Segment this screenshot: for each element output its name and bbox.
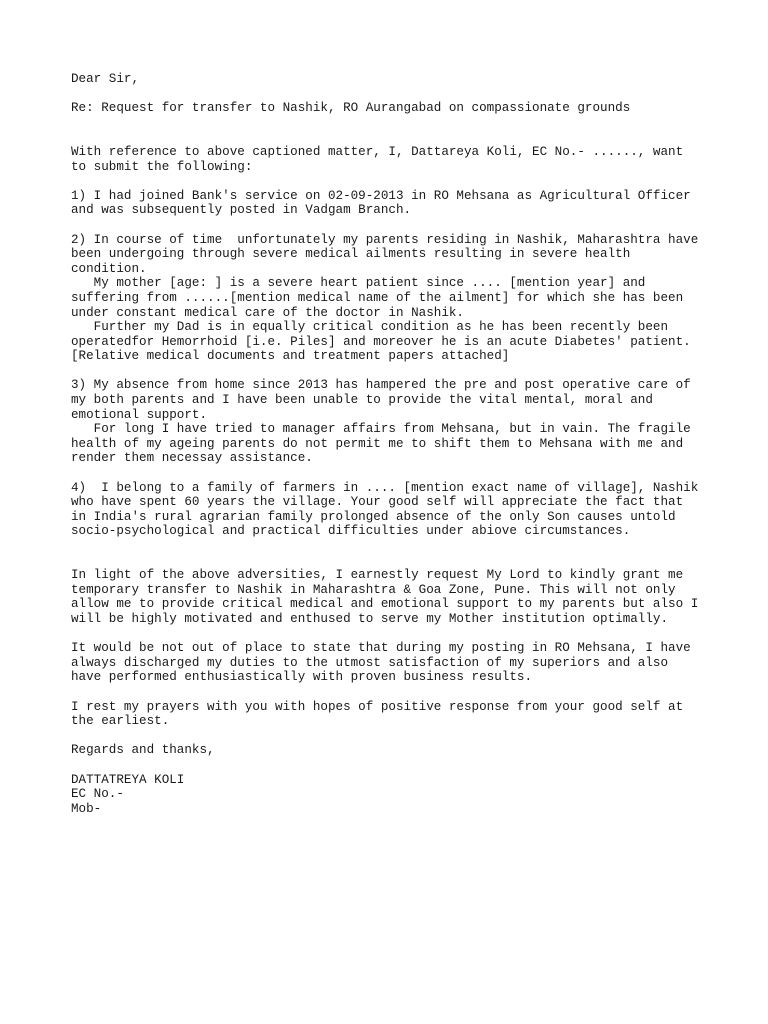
paragraph-4 <box>71 481 731 539</box>
salutation: Dear Sir, <box>71 72 140 86</box>
signature-mobile: Mob- <box>71 801 102 816</box>
paragraph-line: always discharged my duties to the utmost satisfaction of my superiors and also <box>71 655 669 670</box>
paragraph-line: I rest my prayers with you with hopes of positive response from your good self at <box>71 699 684 714</box>
paragraph-line: the earliest. <box>71 714 170 729</box>
paragraph-2 <box>71 233 731 364</box>
paragraph-line: For long I have tried to manager affairs from Mehsana, but in vain. The fragile <box>71 422 691 437</box>
paragraph-line: It would be not out of place to state that during my posting in RO Mehsana, I have <box>71 641 691 656</box>
paragraph-3 <box>71 378 731 466</box>
subject-line: Re: Request for transfer to Nashik, RO Aurangabad on compassionate grounds <box>71 101 631 116</box>
paragraph-line: in India's rural agrarian family prolonged absence of the only Son causes untold <box>71 509 676 524</box>
paragraph-line: my both parents and I have been unable to provide the vital mental, moral and <box>71 393 653 408</box>
paragraph-line: and was subsequently posted in Vadgam Branch. <box>71 203 412 218</box>
paragraph-line: emotional support. <box>71 407 208 422</box>
request-paragraph <box>71 568 731 626</box>
record-paragraph <box>71 641 731 685</box>
signature-name: DATTATREYA KOLI <box>71 772 185 787</box>
paragraph-line: 1) I had joined Bank's service on 02-09-2013 in RO Mehsana as Agricultural Officer <box>71 188 691 203</box>
paragraph-line: In light of the above adversities, I earnestly request My Lord to kindly grant me <box>71 568 684 583</box>
paragraph-line: [Relative medical documents and treatment papers attached] <box>71 349 510 364</box>
paragraph-1 <box>71 189 731 218</box>
paragraph-line: My mother [age: ] is a severe heart patient since .... [mention year] and <box>71 276 646 291</box>
paragraph-line: have performed enthusiastically with proven business results. <box>71 670 533 685</box>
paragraph-line: to submit the following: <box>71 159 253 174</box>
paragraph-line: 4) I belong to a family of farmers in .... [mention exact name of village], Nashik <box>71 480 699 495</box>
paragraph-line: condition. <box>71 261 147 276</box>
paragraph-line: allow me to provide critical medical and emotional support to my parents but also I <box>71 597 699 612</box>
paragraph-line: 3) My absence from home since 2013 has hampered the pre and post operative care of <box>71 378 691 393</box>
paragraph-line: socio-psychological and practical difficulties under abiove circumstances. <box>71 524 631 539</box>
paragraph-line: operatedfor Hemorrhoid [i.e. Piles] and moreover he is an acute Diabetes' patient. <box>71 334 691 349</box>
paragraph-line: health of my ageing parents do not permit me to shift them to Mehsana with me and <box>71 436 684 451</box>
intro-paragraph <box>71 145 731 174</box>
paragraph-line: will be highly motivated and enthused to serve my Mother institution optimally. <box>71 611 669 626</box>
paragraph-line: who have spent 60 years the village. Your good self will appreciate the fact that <box>71 495 684 510</box>
closing: Regards and thanks, <box>71 743 215 758</box>
paragraph-line: Further my Dad is in equally critical condition as he has been recently been <box>71 320 669 335</box>
paragraph-line: under constant medical care of the doctor in Nashik. <box>71 305 464 320</box>
signature-ec-number: EC No.- <box>71 787 124 802</box>
letter-page <box>71 72 731 816</box>
paragraph-line: been undergoing through severe medical ailments resulting in severe health <box>71 247 631 262</box>
paragraph-line: render them necessay assistance. <box>71 451 313 466</box>
paragraph-line: 2) In course of time unfortunately my parents residing in Nashik, Maharashtra have <box>71 232 699 247</box>
prayer-paragraph <box>71 700 731 729</box>
paragraph-line: suffering from ......[mention medical name of the ailment] for which she has been <box>71 290 684 305</box>
paragraph-line: With reference to above captioned matter, I, Dattareya Koli, EC No.- ......, want <box>71 144 684 159</box>
paragraph-line: temporary transfer to Nashik in Maharashtra & Goa Zone, Pune. This will not only <box>71 582 676 597</box>
signature-block <box>71 773 731 817</box>
